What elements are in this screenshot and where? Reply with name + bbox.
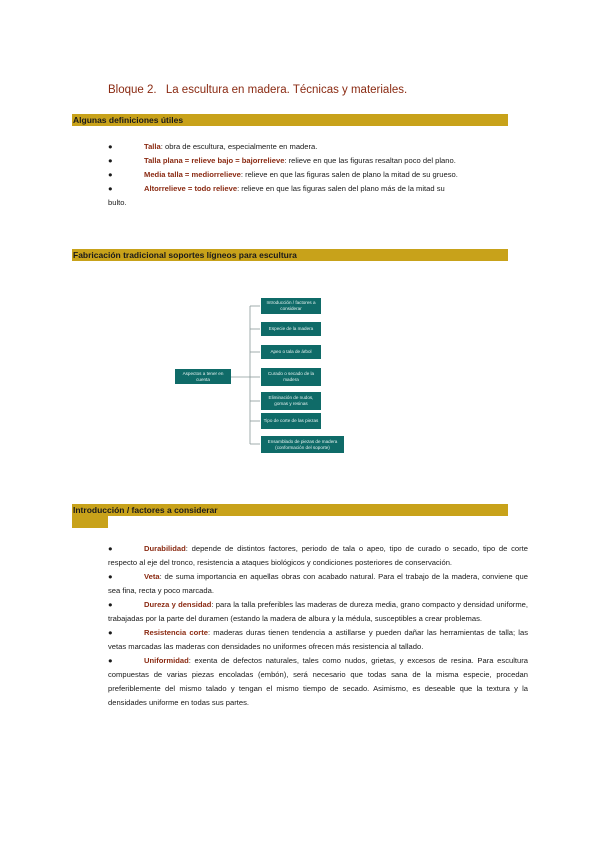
- bullet-icon: ●: [108, 572, 113, 581]
- factor-text: : para la talla preferibles las maderas de dureza media, grano compacto y densidad uniforme, trabajadas por la parte del duramen (estando la madera de albura y la médula, susceptibles a crear problemas.: [108, 600, 528, 623]
- factor-term: Durabilidad: [144, 544, 186, 553]
- title-prefix: Bloque 2.: [108, 84, 157, 96]
- title-text: La escultura en madera. Técnicas y materiales.: [165, 84, 408, 96]
- bullet-icon: ●: [108, 156, 113, 165]
- bullet-icon: ●: [108, 628, 113, 637]
- list-item: [108, 168, 528, 182]
- list-item: [108, 140, 528, 154]
- list-item: [108, 154, 528, 168]
- section-sub-band: [72, 516, 108, 528]
- list-item: [108, 654, 528, 710]
- factor-text: : maderas duras tienen tendencia a astillarse y pueden dañar las herramientas de talla; las vetas marcadas las maderas con densidades no uniformes ofrecen más resistencia al tallado.: [108, 628, 528, 651]
- page-title: [108, 84, 407, 96]
- bullet-icon: ●: [108, 656, 113, 665]
- list-item: [108, 570, 528, 598]
- diagram-child-node: Tipo de corte de las piezas: [261, 413, 321, 429]
- diagram-child-node: Apeo o tala de árbol: [261, 345, 321, 359]
- list-item: [108, 598, 528, 626]
- definition-text: : relieve en que las figuras salen del plano más de la mitad su: [237, 184, 445, 193]
- definition-term: Talla: [144, 142, 161, 151]
- factor-term: Resistencia corte: [144, 628, 208, 637]
- factor-text: : de suma importancia en aquellas obras con acabado natural. Para el trabajo de la madera, conviene que sea fina, recta y poco marcada.: [108, 572, 528, 595]
- definition-text: : relieve en que las figuras salen de plano la mitad de su grueso.: [240, 170, 458, 179]
- diagram-child-node: Especie de la madera: [261, 322, 321, 336]
- bullet-icon: ●: [108, 184, 113, 193]
- definition-continuation: bulto.: [108, 198, 127, 207]
- factor-term: Dureza y densidad: [144, 600, 212, 609]
- section-heading-definitions: Algunas definiciones útiles: [73, 115, 184, 125]
- list-item: [108, 626, 528, 654]
- bullet-icon: ●: [108, 170, 113, 179]
- definitions-list: [108, 140, 528, 196]
- diagram-child-node: Ensamblado de piezas de madera (conformación del soporte): [261, 436, 344, 453]
- definition-term: Talla plana = relieve bajo = bajorrelieve: [144, 156, 285, 165]
- list-item: [108, 542, 528, 570]
- factors-list: [108, 542, 528, 710]
- definition-text: : obra de escultura, especialmente en madera.: [160, 142, 318, 151]
- factor-text: : exenta de defectos naturales, tales como nudos, grietas, y excesos de resina. Para escultura compuestas de varias piezas encoladas (embón), será necesario que todas sana de la misma especie, procedan preferiblemente del mismo talado y tengan el mismo tiempo de secado. Asimismo, es deseable que la textura y la densidades uniforme en todas sus partes.: [108, 656, 528, 707]
- bullet-icon: ●: [108, 142, 113, 151]
- diagram-child-node: Introducción / factores a considerar: [261, 298, 321, 314]
- definition-text: : relieve en que las figuras resaltan poco del plano.: [284, 156, 456, 165]
- definition-term: Media talla = mediorrelieve: [144, 170, 241, 179]
- bullet-icon: ●: [108, 600, 113, 609]
- list-item: [108, 182, 528, 196]
- diagram-child-node: Eliminación de nudos, gomas y resinas: [261, 392, 321, 410]
- bullet-icon: ●: [108, 544, 113, 553]
- section-heading-intro: Introducción / factores a considerar: [73, 505, 218, 515]
- factor-term: Veta: [144, 572, 160, 581]
- factor-text: : depende de distintos factores, periodo de tala o apeo, tipo de curado o secado, tipo de corte respecto al eje del tronco, resistencia a ataques biológicos y condiciones posteriores de conservación.: [108, 544, 528, 567]
- diagram-root-node: Aspectos a tener en cuenta: [175, 369, 231, 384]
- diagram-child-node: Curado o secado de la madera: [261, 368, 321, 386]
- factor-term: Uniformidad: [144, 656, 189, 665]
- section-heading-fabrication: Fabricación tradicional soportes lígneos para escultura: [73, 250, 297, 260]
- definition-term: Altorrelieve = todo relieve: [144, 184, 238, 193]
